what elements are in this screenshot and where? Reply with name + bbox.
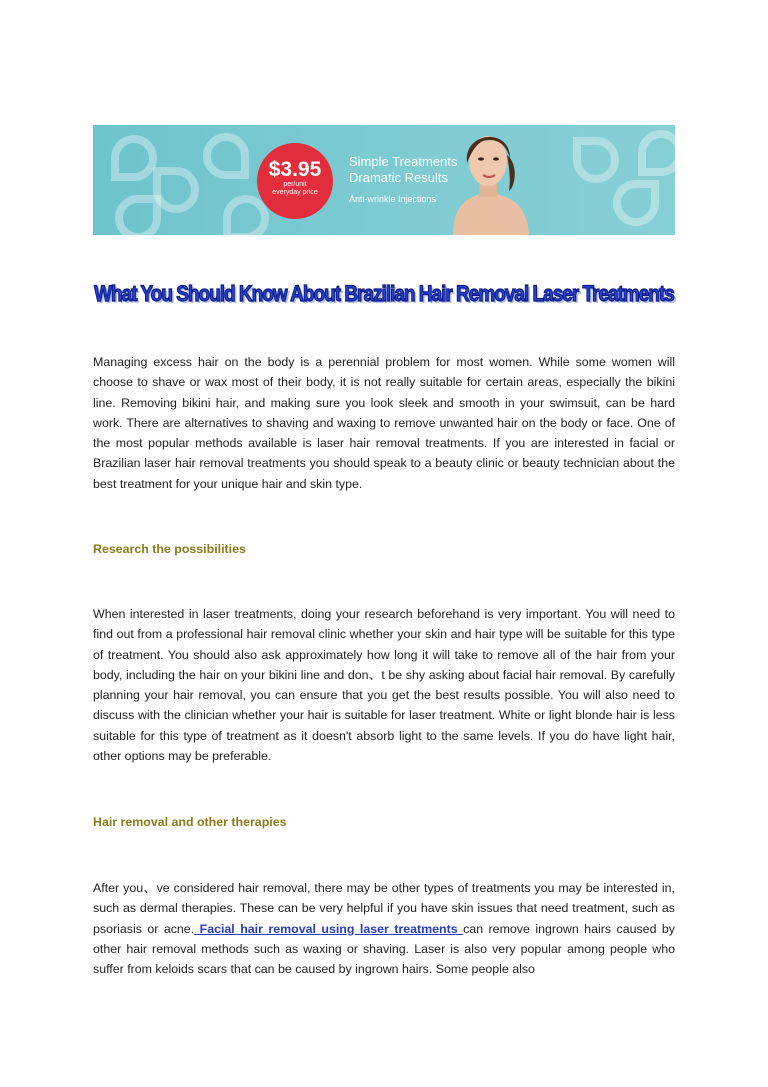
section-paragraph [93, 878, 675, 979]
section-heading: Hair removal and other therapies [93, 815, 287, 829]
banner-tagline: Simple Treatments [349, 154, 458, 169]
document-title: What You Should Know About Brazilian Hair Removal Laser Treatments [94, 282, 674, 307]
price-value: $3.95 [268, 158, 322, 181]
price-note: everyday price [272, 189, 318, 196]
facial-hair-removal-link[interactable]: Facial hair removal using laser treatments [194, 921, 464, 936]
section-paragraph: When interested in laser treatments, doing your research beforehand is very important. You will need to find out from a professional hair removal clinic whether your skin and hair type will be suitable for this type of treatment. You should also ask approximately how long it will take to remove all of the hair from your body, including the hair on your bikini line and don、t be shy asking about facial hair removal. By carefully planning your hair removal, you can ensure that you get the best results possible. You will also need to discuss with the clinician whether your hair is suitable for laser treatment. White or light blonde hair is less suitable for this type of treatment as it doesn't absorb light to the same levels. If you do have light hair, other options may be preferable. [93, 607, 675, 764]
advertisement-banner[interactable] [93, 125, 675, 235]
banner-subtagline: Anti-wrinkle Injections [349, 194, 437, 204]
price-note: per/unit [283, 181, 307, 188]
decorative-swirl-icon [111, 135, 157, 181]
intro-paragraph: Managing excess hair on the body is a perennial problem for most women. While some women will choose to shave or wax most of their body, it is not really suitable for certain areas, especially the bikini line. Removing bikini hair, and making sure you look sleek and smooth in your swimsuit, can be hard work. There are alternatives to shaving and waxing to remove unwanted hair on the body or face. One of the most popular methods available is laser hair removal treatments. If you are interested in facial or Brazilian laser hair removal treatments you should speak to a beauty clinic or beauty technician about the best treatment for your unique hair and skin type. [93, 355, 675, 491]
price-badge [257, 143, 333, 219]
paragraph-text: can remove ingrown hairs caused by other hair removal methods such as waxing or shaving. Laser is also very popular among people who suffer from keloids scars that can be caused by ingrown hairs. Some people also [93, 921, 676, 977]
decorative-swirl-icon [638, 130, 675, 176]
decorative-swirl-icon [613, 180, 659, 226]
decorative-swirl-icon [115, 195, 161, 235]
banner-tagline: Dramatic Results [349, 170, 448, 185]
paragraph-text: After you、ve considered hair removal, there may be other types of treatments you may be interested in, such as dermal therapies. These can be very helpful if you have skin issues that need treatment, such as psoriasis or acne. [93, 881, 675, 936]
section-heading: Research the possibilities [93, 542, 246, 556]
decorative-swirl-icon [203, 133, 249, 179]
decorative-swirl-icon [573, 137, 619, 183]
model-photo [423, 125, 553, 235]
